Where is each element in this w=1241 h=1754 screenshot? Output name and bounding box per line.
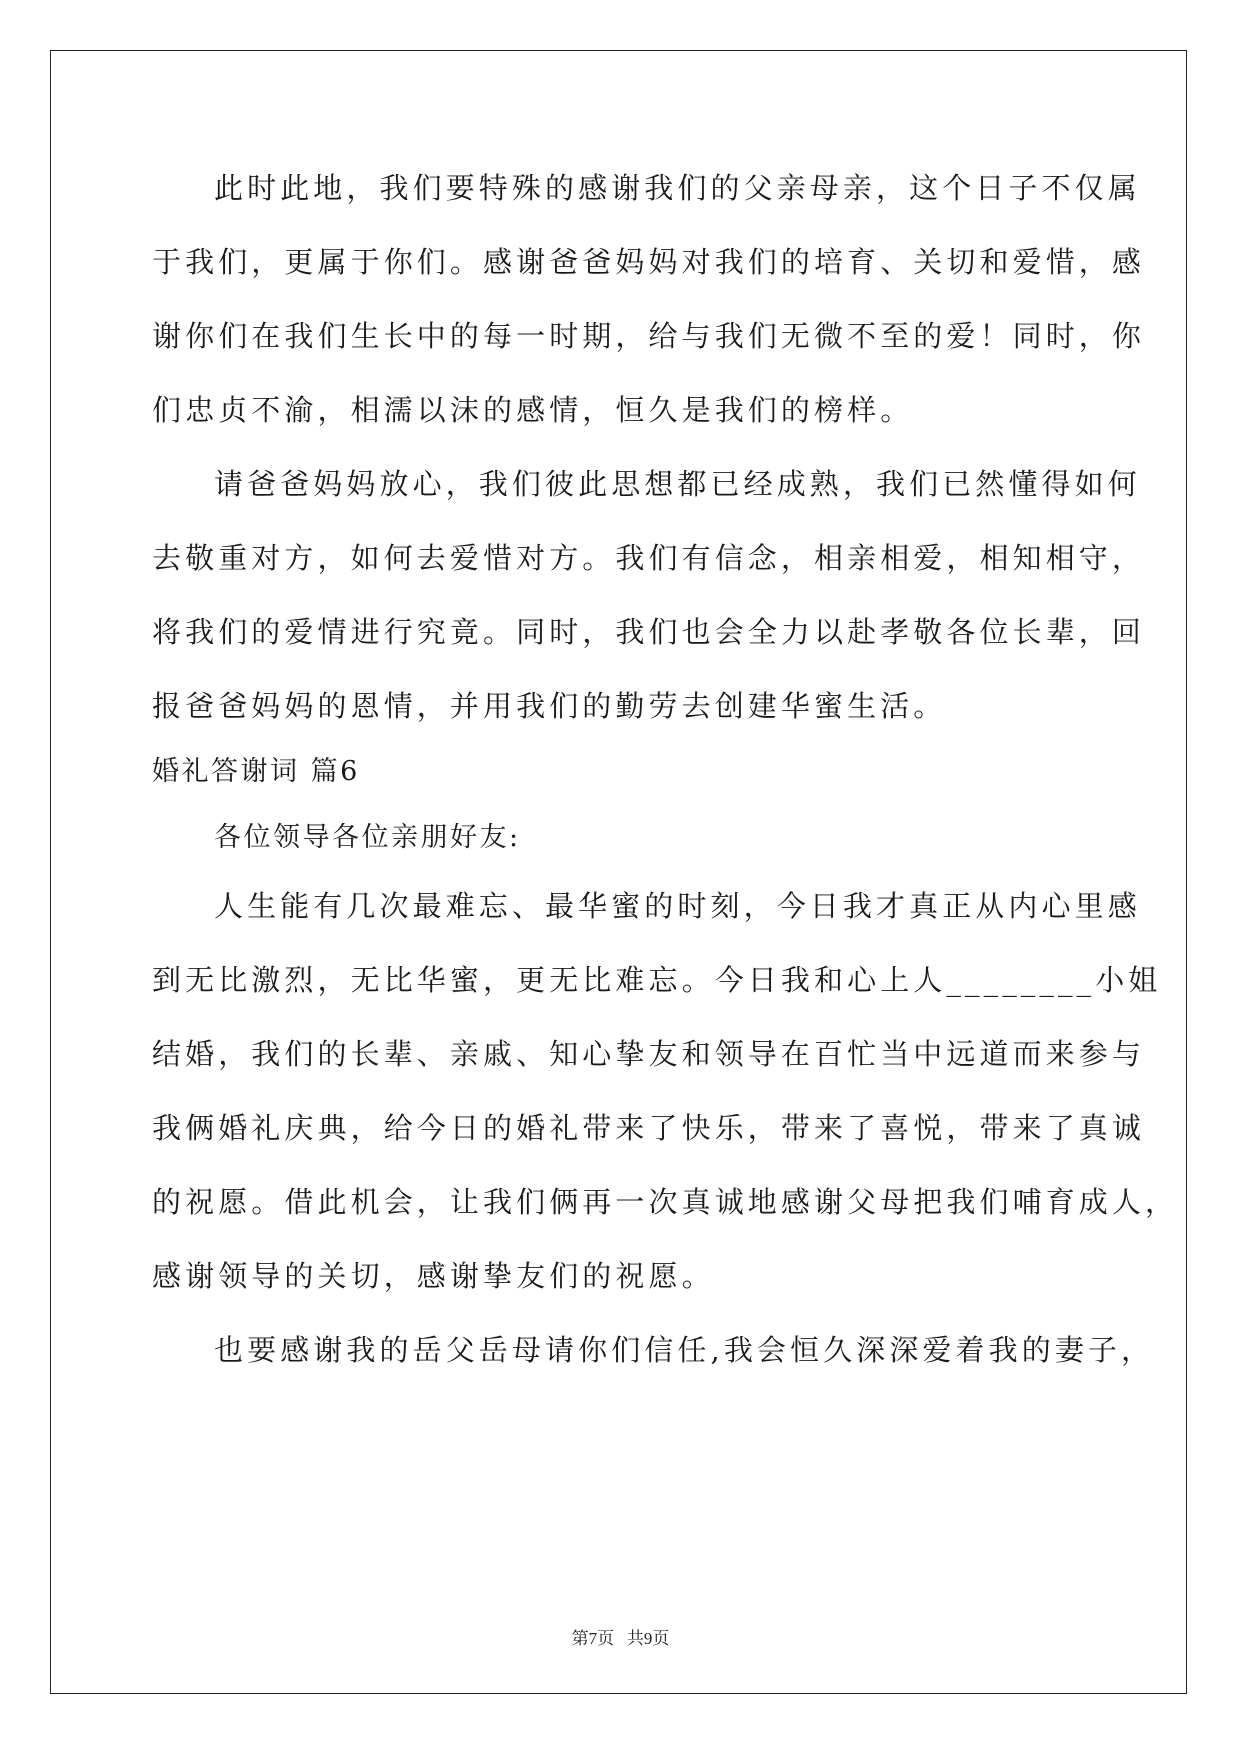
salutation: 各位领导各位亲朋好友: (214, 822, 521, 853)
paragraph-line: 请爸爸妈妈放心，我们彼此思想都已经成熟，我们已然懂得如何 (214, 467, 1141, 501)
paragraph-line: 感谢领导的关切，感谢挚友们的祝愿。 (152, 1259, 715, 1293)
section-heading: 婚礼答谢词 篇6 (152, 756, 360, 787)
paragraph-line: 人生能有几次最难忘、最华蜜的时刻，今日我才真正从内心里感 (214, 889, 1141, 923)
paragraph-line: 我俩婚礼庆典，给今日的婚礼带来了快乐，带来了喜悦，带来了真诚 (152, 1111, 1146, 1145)
paragraph-line: 将我们的爱情进行究竟。同时，我们也会全力以赴孝敬各位长辈，回 (152, 615, 1146, 649)
paragraph-line: 谢你们在我们生长中的每一时期，给与我们无微不至的爱！同时，你 (152, 319, 1146, 353)
paragraph-line: 结婚，我们的长辈、亲戚、知心挚友和领导在百忙当中远道而来参与 (152, 1037, 1146, 1071)
page-border (50, 50, 1187, 1694)
paragraph-line: 此时此地，我们要特殊的感谢我们的父亲母亲，这个日子不仅属 (214, 171, 1141, 205)
paragraph-line: 去敬重对方，如何去爱惜对方。我们有信念，相亲相爱，相知相守， (152, 541, 1146, 575)
paragraph-line: 也要感谢我的岳父岳母请你们信任,我会恒久深深爱着我的妻子， (214, 1333, 1155, 1367)
paragraph-line: 报爸爸妈妈的恩情，并用我们的勤劳去创建华蜜生活。 (152, 689, 947, 723)
paragraph-line: 们忠贞不渝，相濡以沫的感情，恒久是我们的榜样。 (152, 393, 914, 427)
page-number: 第7页 共9页 (571, 1629, 670, 1648)
paragraph-line: 到无比激烈，无比华蜜，更无比难忘。今日我和心上人________小姐 (152, 963, 1162, 997)
paragraph-line: 的祝愿。借此机会，让我们俩再一次真诚地感谢父母把我们哺育成人， (152, 1185, 1179, 1219)
paragraph-line: 于我们，更属于你们。感谢爸爸妈妈对我们的培育、关切和爱惜，感 (152, 245, 1146, 279)
